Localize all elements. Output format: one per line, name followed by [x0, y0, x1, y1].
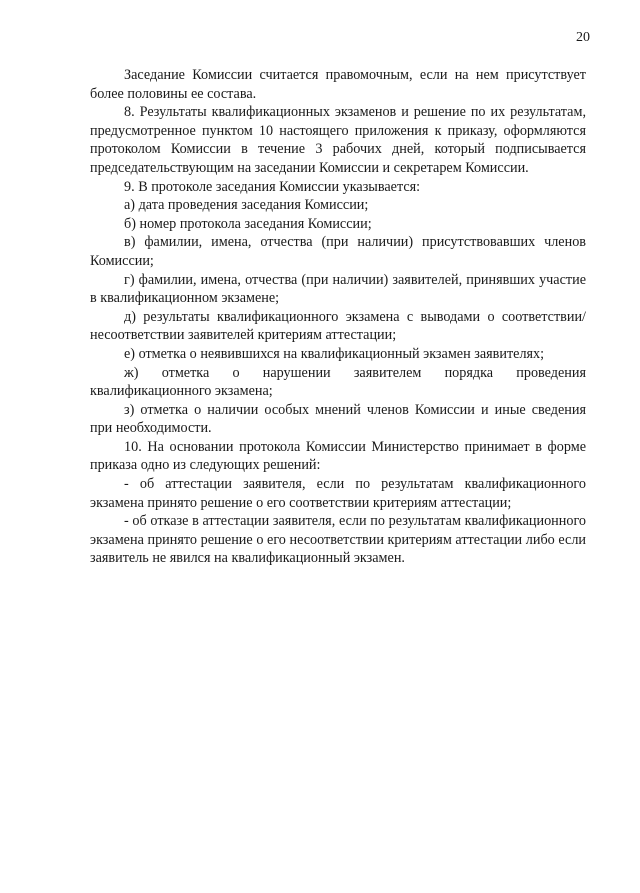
- paragraph-decision-refusal: - об отказе в аттестации заявителя, если по результатам квалификационного экзамена принято решение о его несоответствии критериям аттестации либо если заявитель не явился на квалификационный экзамен.: [90, 513, 586, 567]
- paragraph-subitem-zh: ж) отметка о нарушении заявителем порядка проведения квалификационного экзамена;: [90, 364, 586, 400]
- page-number: 20: [576, 30, 590, 45]
- paragraph-subitem-d: д) результаты квалификационного экзамена с выводами о соответствии/несоответствии заявителей критериям аттестации;: [90, 308, 586, 344]
- document-body: [90, 66, 586, 568]
- paragraph-subitem-a: а) дата проведения заседания Комиссии;: [124, 197, 369, 214]
- paragraph-subitem-g: г) фамилии, имена, отчества (при наличии) заявителей, принявших участие в квалификационном экзамене;: [90, 271, 586, 307]
- paragraph-subitem-v: в) фамилии, имена, отчества (при наличии) присутствовавших членов Комиссии;: [90, 234, 586, 269]
- paragraph-subitem-e: е) отметка о неявившихся на квалификационный экзамен заявителях;: [124, 345, 545, 362]
- paragraph-item-9: 9. В протоколе заседания Комиссии указывается:: [124, 178, 421, 195]
- paragraph-subitem-b: б) номер протокола заседания Комиссии;: [124, 215, 372, 232]
- paragraph-item-10: 10. На основании протокола Комиссии Министерство принимает в форме приказа одно из следующих решений:: [90, 438, 586, 474]
- paragraph-quorum: Заседание Комиссии считается правомочным, если на нем присутствует более половины ее состава.: [90, 67, 586, 102]
- paragraph-subitem-z: з) отметка о наличии особых мнений членов Комиссии и иные сведения при необходимости.: [90, 401, 586, 437]
- paragraph-decision-attestation: - об аттестации заявителя, если по результатам квалификационного экзамена принято решение о его соответствии критериям аттестации;: [90, 476, 586, 511]
- paragraph-item-8: 8. Результаты квалификационных экзаменов и решение по их результатам, предусмотренное пунктом 10 настоящего приложения к приказу, оформляются протоколом Комиссии в течение 3 рабочих дней, который подписывается председательствующим на заседании Комиссии и секретарем Комиссии.: [90, 104, 586, 176]
